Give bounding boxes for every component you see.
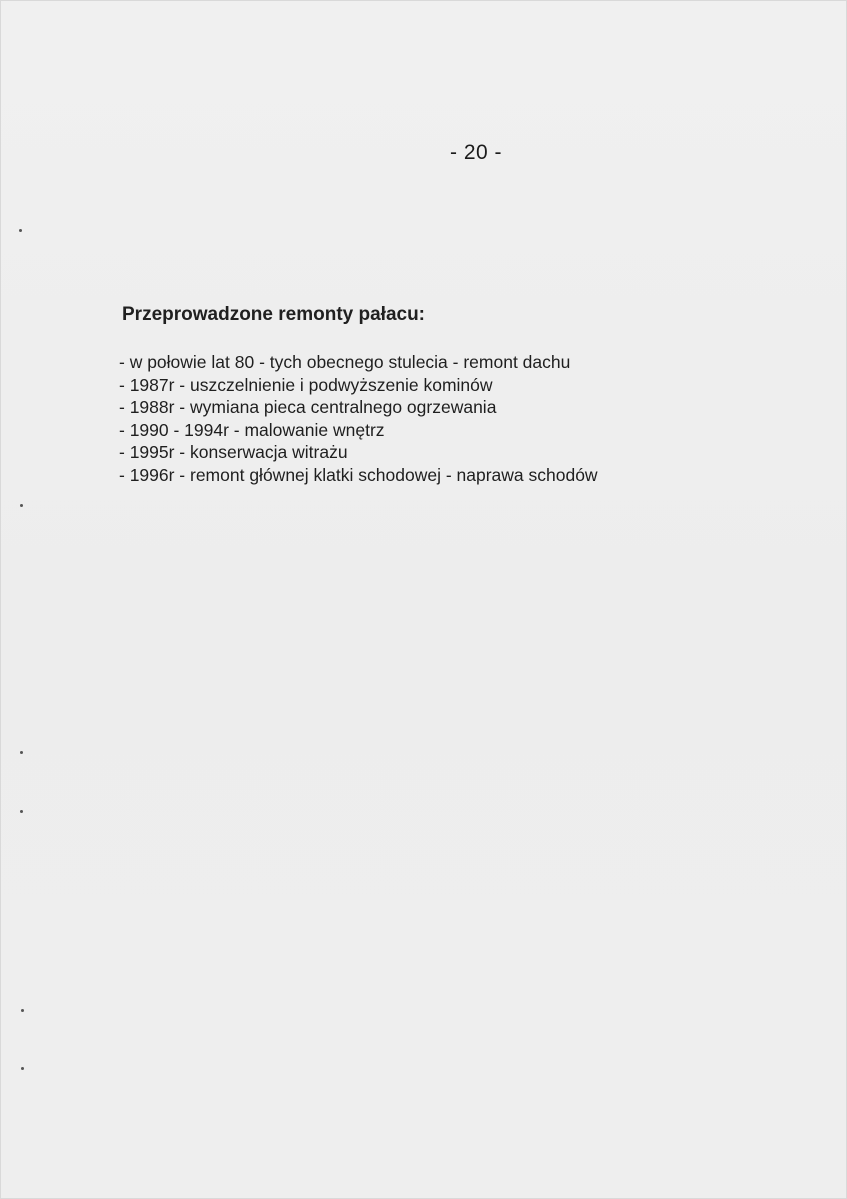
section-heading: Przeprowadzone remonty pałacu: [122, 304, 426, 325]
scan-speck [21, 1067, 24, 1070]
list-item: - 1995r - konserwacja witrażu [119, 442, 348, 463]
scan-speck [21, 1009, 24, 1012]
scan-speck [20, 810, 23, 813]
list-item: - w połowie lat 80 - tych obecnego stulecia - remont dachu [119, 352, 571, 372]
scan-speck [20, 751, 23, 754]
list-item: - 1987r - uszczelnienie i podwyższenie kominów [119, 374, 493, 395]
list-item: - 1996r - remont głównej klatki schodowej - naprawa schodów [119, 464, 598, 485]
scan-speck [19, 229, 22, 232]
renovation-list [119, 351, 598, 487]
list-item: - 1988r - wymiana pieca centralnego ogrzewania [119, 397, 497, 418]
scan-speck [20, 504, 23, 507]
list-item: - 1990 - 1994r - malowanie wnętrz [119, 419, 385, 440]
page-number: - 20 - [450, 141, 503, 164]
